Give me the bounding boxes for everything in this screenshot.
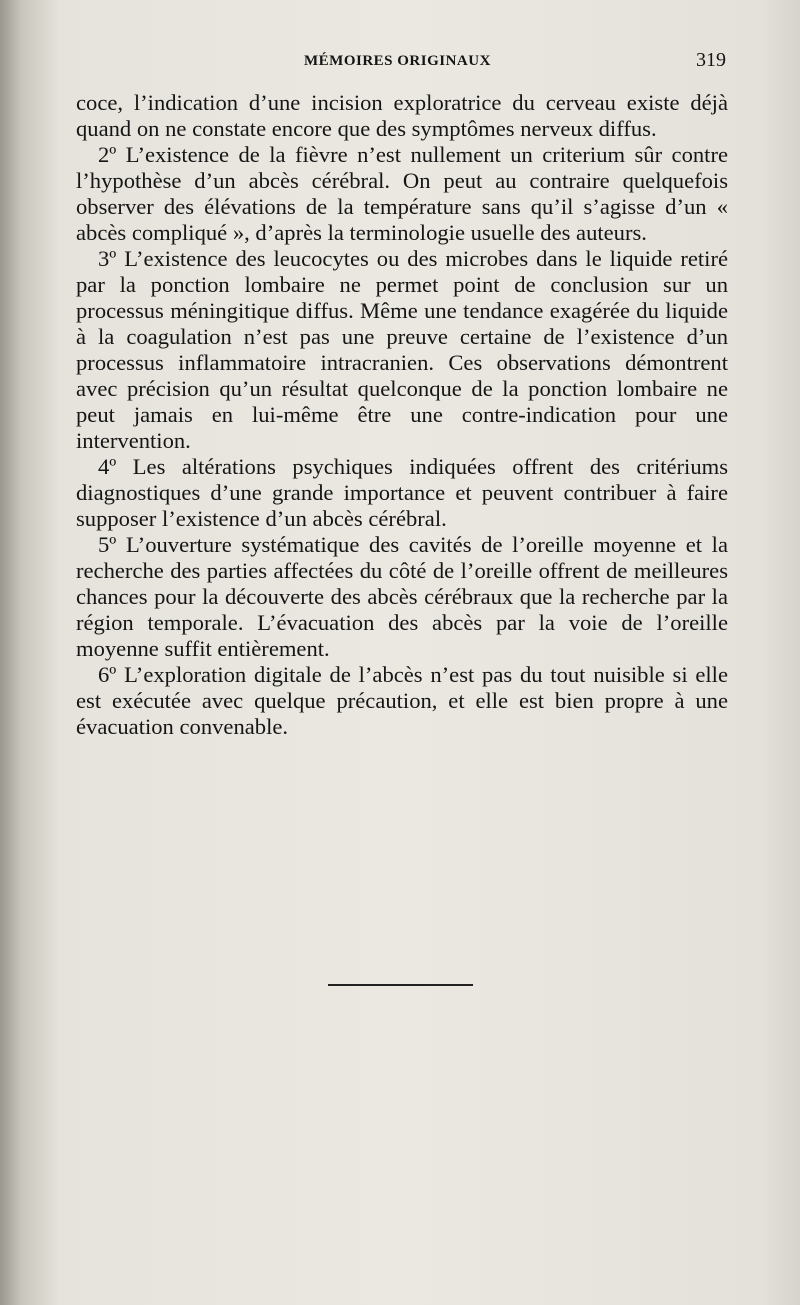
body-text (76, 90, 728, 740)
running-head: MÉMOIRES ORIGINAUX (304, 53, 491, 69)
page-number: 319 (696, 49, 726, 71)
conclusion-item-4: 4º Les altérations psychiques indiquées offrent des critériums diagnostiques d’une grande importance et peuvent contribuer à faire supposer l’existence d’un abcès cérébral. (76, 454, 728, 531)
conclusion-item-5: 5º L’ouverture systématique des cavités de l’oreille moyenne et la recherche des parties affectées du côté de l’oreille offrent de meilleures chances pour la découverte des abcès cérébraux que la recherche par la région temporale. L’évacuation des abcès par la voie de l’oreille moyenne suffit entièrement. (76, 532, 728, 661)
section-end-rule (328, 984, 473, 986)
conclusion-item-3: 3º L’existence des leucocytes ou des microbes dans le liquide retiré par la ponction lombaire ne permet point de conclusion sur un processus méningitique diffus. Même une tendance exagérée du liquide à la coagulation n’est pas une preuve certaine de l’existence d’un processus inflammatoire intracranien. Ces observations démontrent avec précision qu’un résultat quelconque de la ponction lombaire ne peut jamais en lui-même être une contre-indication pour une intervention. (76, 246, 728, 453)
paragraph-continuation: coce, l’indication d’une incision exploratrice du cerveau existe déjà quand on ne constate encore que des symptômes nerveux diffus. (76, 90, 728, 141)
conclusion-item-6: 6º L’exploration digitale de l’abcès n’est pas du tout nuisible si elle est exécutée avec quelque précaution, et elle est bien propre à une évacuation convenable. (76, 662, 728, 739)
conclusion-item-2: 2º L’existence de la fièvre n’est nullement un criterium sûr contre l’hypothèse d’un abcès cérébral. On peut au contraire quelquefois observer des élévations de la température sans qu’il s’agisse d’un « abcès compliqué », d’après la terminologie usuelle des auteurs. (76, 142, 728, 245)
page-header (0, 47, 800, 77)
